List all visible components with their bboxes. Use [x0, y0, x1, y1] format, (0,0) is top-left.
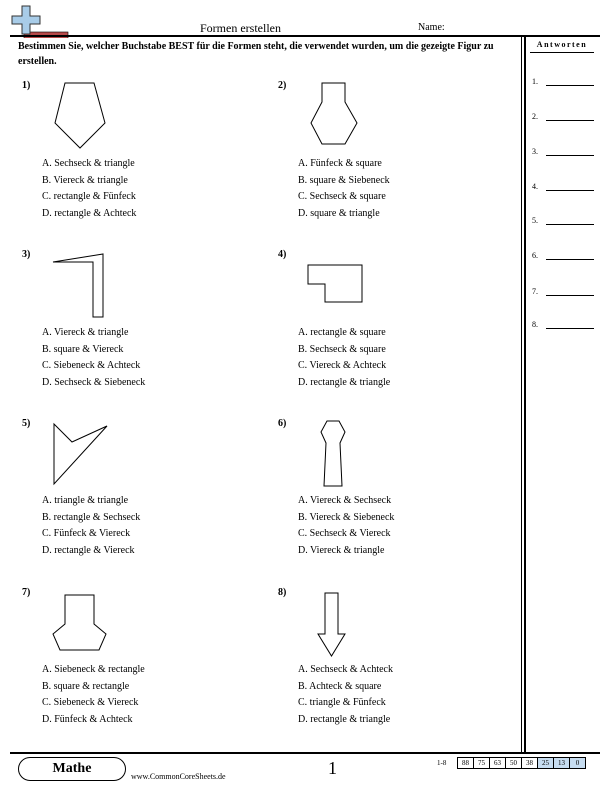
option-6c[interactable]: C. Sechseck & Viereck [298, 528, 391, 540]
score-cell: 13 [554, 758, 570, 769]
logo-icon [10, 4, 70, 38]
question-number-6: 6) [278, 418, 287, 429]
option-3d[interactable]: D. Sechseck & Siebeneck [42, 377, 146, 389]
answer-blank[interactable] [546, 259, 594, 260]
question-number-8: 8) [278, 587, 287, 598]
option-3a[interactable]: A. Viereck & triangle [42, 327, 129, 338]
answer-number: 5. [532, 216, 538, 225]
site-url: www.CommonCoreSheets.de [131, 772, 226, 781]
options-2 [298, 156, 390, 223]
question-number-7: 7) [22, 587, 31, 598]
answer-number: 6. [532, 251, 538, 260]
option-5a[interactable]: A. triangle & triangle [42, 495, 129, 506]
score-range-label: 1-8 [437, 759, 447, 767]
option-7b[interactable]: B. square & rectangle [42, 680, 130, 692]
options-4 [298, 325, 390, 392]
score-cell: 25 [538, 758, 554, 769]
answer-row-1 [532, 77, 594, 89]
option-5c[interactable]: C. Fünfeck & Viereck [42, 528, 131, 540]
answers-title-underline [530, 52, 594, 53]
option-7c[interactable]: C. Siebeneck & Viereck [42, 697, 139, 709]
options-1 [42, 156, 136, 223]
option-6d[interactable]: D. Viereck & triangle [298, 545, 385, 557]
score-cell: 88 [458, 758, 474, 769]
option-3c[interactable]: C. Siebeneck & Achteck [42, 360, 141, 372]
option-4a[interactable]: A. rectangle & square [298, 327, 386, 338]
option-1b[interactable]: B. Viereck & triangle [42, 174, 128, 186]
answer-blank[interactable] [546, 120, 594, 121]
options-8 [298, 662, 393, 729]
answer-blank[interactable] [546, 224, 594, 225]
options-3 [42, 325, 145, 392]
figure-1 [50, 80, 110, 152]
option-4d[interactable]: D. rectangle & triangle [298, 377, 391, 389]
answer-blank[interactable] [546, 328, 594, 329]
option-1a[interactable]: A. Sechseck & triangle [42, 158, 135, 169]
answer-number: 7. [532, 287, 538, 296]
question-number-1: 1) [22, 80, 31, 91]
answer-row-4 [532, 182, 594, 194]
option-3b[interactable]: B. square & Viereck [42, 343, 124, 355]
question-number-2: 2) [278, 80, 287, 91]
brand-badge: Mathe [18, 757, 126, 781]
option-8b[interactable]: B. Achteck & square [298, 680, 382, 692]
option-2b[interactable]: B. square & Siebeneck [298, 174, 390, 186]
options-5 [42, 493, 140, 560]
question-number-3: 3) [22, 249, 31, 260]
option-6a[interactable]: A. Viereck & Sechseck [298, 495, 392, 506]
score-cell: 63 [490, 758, 506, 769]
option-8a[interactable]: A. Sechseck & Achteck [298, 664, 393, 675]
option-4b[interactable]: B. Sechseck & square [298, 343, 386, 355]
header-divider [10, 35, 600, 37]
figure-2 [305, 80, 365, 152]
answer-row-6 [532, 251, 594, 263]
score-table [457, 757, 586, 769]
answer-number: 3. [532, 147, 538, 156]
answer-row-8 [532, 320, 594, 332]
answer-column-border [521, 35, 522, 753]
worksheet-title: Formen erstellen [200, 21, 281, 35]
option-2d[interactable]: D. square & triangle [298, 208, 380, 220]
options-6 [298, 493, 394, 560]
answer-number: 8. [532, 320, 538, 329]
figure-3 [50, 250, 110, 320]
name-label: Name: [418, 22, 445, 33]
option-5b[interactable]: B. rectangle & Sechseck [42, 511, 141, 523]
answer-column-border-thick [524, 35, 526, 753]
footer-divider [10, 752, 600, 754]
answer-number: 2. [532, 112, 538, 121]
answers-title: Antworten [536, 40, 588, 49]
answer-row-2 [532, 112, 594, 124]
option-2c[interactable]: C. Sechseck & square [298, 191, 386, 203]
option-2a[interactable]: A. Fünfeck & square [298, 158, 382, 169]
score-cell: 38 [522, 758, 538, 769]
page-number: 1 [328, 758, 337, 778]
score-cell: 75 [474, 758, 490, 769]
option-1d[interactable]: D. rectangle & Achteck [42, 208, 137, 220]
figure-8 [312, 590, 352, 660]
answer-blank[interactable] [546, 155, 594, 156]
answer-blank[interactable] [546, 85, 594, 86]
question-number-4: 4) [278, 249, 287, 260]
option-8c[interactable]: C. triangle & Fünfeck [298, 697, 386, 709]
score-cell: 0 [570, 758, 586, 769]
answer-row-7 [532, 287, 594, 299]
question-number-5: 5) [22, 418, 31, 429]
option-7d[interactable]: D. Fünfeck & Achteck [42, 714, 133, 726]
option-4c[interactable]: C. Viereck & Achteck [298, 360, 387, 372]
answer-blank[interactable] [546, 190, 594, 191]
option-8d[interactable]: D. rectangle & triangle [298, 714, 391, 726]
answer-number: 1. [532, 77, 538, 86]
answer-row-5 [532, 216, 594, 228]
figure-6 [315, 418, 355, 490]
option-1c[interactable]: C. rectangle & Fünfeck [42, 191, 136, 203]
options-7 [42, 662, 145, 729]
option-5d[interactable]: D. rectangle & Viereck [42, 545, 135, 557]
figure-5 [50, 418, 110, 490]
answer-number: 4. [532, 182, 538, 191]
option-6b[interactable]: B. Viereck & Siebeneck [298, 511, 395, 523]
answer-row-3 [532, 147, 594, 159]
figure-7 [48, 592, 110, 654]
answer-blank[interactable] [546, 295, 594, 296]
option-7a[interactable]: A. Siebeneck & rectangle [42, 664, 145, 675]
figure-4 [305, 262, 365, 307]
score-cell: 50 [506, 758, 522, 769]
instructions: Bestimmen Sie, welcher Buchstabe BEST für die Formen steht, die verwendet wurden, um die gezeigte Figur zu erstellen. [18, 41, 494, 67]
